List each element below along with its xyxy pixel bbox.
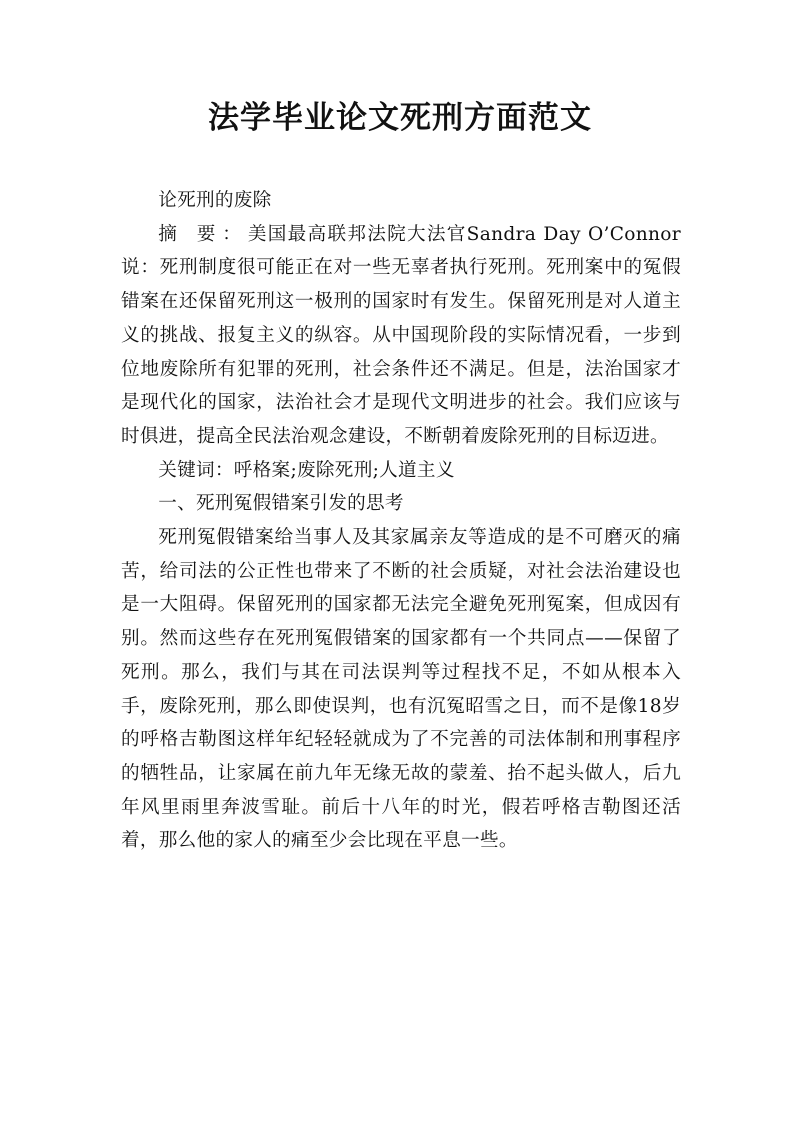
document-body [121,184,681,858]
abstract-paragraph [121,218,681,454]
section-heading: 一、死刑冤假错案引发的思考 [158,493,404,515]
section-paragraph: 死刑冤假错案给当事人及其家属亲友等造成的是不可磨灭的痛苦，给司法的公正性也带来了不断的社会质疑，对社会法治建设也是一大阻碍。保留死刑的国家都无法完全避免死刑冤案，但成因有别。然而这些存在死刑冤假错案的国家都有一个共同点——保留了死刑。那么，我们与其在司法误判等过程找不足，不如从根本入手，废除死刑，那么即使误判，也有沉冤昭雪之日，而不是像18岁的呼格吉勒图这样年纪轻轻就成为了不完善的司法体制和刑事程序的牺牲品，让家属在前九年无缘无故的蒙羞、抬不起头做人，后九年风里雨里奔波雪耻。前后十八年的时光，假若呼格吉勒图还活着，那么他的家人的痛至少会比现在平息一些。 [121,527,681,852]
abstract-text: 美国最高联邦法院大法官Sandra Day O’Connor说：死刑制度很可能正在对一些无辜者执行死刑。死刑案中的冤假错案在还保留死刑这一极刑的国家时有发生。保留死刑是对人道主义的挑战、报复主义的纵容。从中国现阶段的实际情况看，一步到位地废除所有犯罪的死刑，社会条件还不满足。但是，法治国家才是现代化的国家，法治社会才是现代文明进步的社会。我们应该与时俱进，提高全民法治观念建设，不断朝着废除死刑的目标迈进。 [121,223,681,447]
document-title: 法学毕业论文死刑方面范文 [208,100,592,136]
abstract-label: 摘 要： [158,223,248,245]
paper-subtitle: 论死刑的废除 [158,190,272,211]
keywords-line: 关键词：呼格案;废除死刑;人道主义 [158,459,455,481]
